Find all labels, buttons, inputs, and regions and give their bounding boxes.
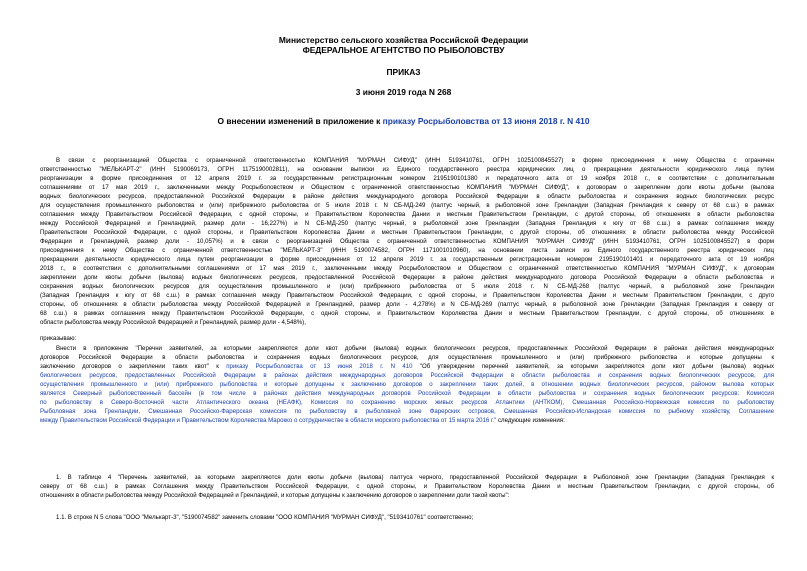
amendment-text: Внести в приложение "Перечни заявителей, за которыми закрепляются доли квот добычи (вылова) водных биологических ресурсов, предоставленных Российской Федерации в районах действия международных — [56, 345, 774, 352]
preamble-line: (Западная Гренландия к югу от 68 с.ш.) в рамках соглашения между Правительством Российской Федерации, с одной стороны, и Правительством Королевства Дании и местным Правительством Гренландии, с друго — [40, 292, 774, 299]
preamble-line: ответственностью "МЕЛЬКАРТ-2" (ИНН 5190069173, ОГРН 1175190002811), на основании выписки из Единого государственного реестра юридических лиц о прекращении деятельности юридического лица путем — [40, 166, 774, 173]
item-1-line: отношениях в области рыболовства между Российской Федерацией и Гренландией, и которые допущены к заключению договоров о закреплении доли такой квоты": — [40, 492, 510, 499]
preamble-line: прекращении деятельности юридического лица путем реорганизации в форме присоединения от 12 апреля 2019 г. за государственным регистрационным номером 2195190101401 и передаточного акта от 19 ноября — [40, 256, 774, 263]
preamble-line: реорганизации в форме присоединения от 12 апреля 2019 г. за государственным регистрационным номером 2195190101380 и передаточного акта от 19 ноября 2018 г., в соответствии с дополнительным — [40, 175, 774, 182]
amendment-line — [40, 380, 774, 389]
amendment-text: следующие изменения: — [496, 417, 565, 424]
amendment-line — [56, 344, 774, 353]
preamble-line: соглашениями от 17 мая 2019 г., заключенными между Росрыболовством и Обществом с ограниченной ответственностью КОМПАНИЯ "МУРМАН СИФУД", к договорам о закреплении доли квоты добычи (вылова — [40, 184, 774, 191]
amendment-text: договоров Российской Федерации в области рыболовства и сохранения водных биологических ресурсов, для осуществления промышленного и (или) прибрежного рыболовства и которые допущены к — [40, 354, 774, 361]
amendment-line — [40, 407, 774, 416]
preamble-line: 2018 г., в соответствии с дополнительными соглашениями от 17 мая 2019 г., заключенными между Росрыболовством и Обществом с ограниченной ответственностью КОМПАНИЯ "МУРМАН СИФУД", к договорам — [40, 265, 774, 272]
preamble-line: закреплении доли квоты добычи (вылова) водных биологических ресурсов, предоставленной Российской Федерации в районе действия международного договора Российской Федерации в области рыболовства и — [40, 274, 774, 281]
amendment-line — [40, 371, 774, 380]
amendment-line — [40, 389, 774, 398]
preamble-line: соглашения между Правительством Российской Федерации, с одной стороны, и Правительством Королевства Дании и местным Правительством Гренландии, с другой стороны, об отношениях в области рыболовства — [40, 211, 774, 218]
preamble-line: Правительством Российской Федерации, с одной стороны, и Правительством Королевства Дании и местным Правительством Гренландии, с другой стороны, об отношениях в области рыболовства между Российской — [40, 229, 774, 236]
preamble-line: Федерации и Гренландией, размер доли - 10,057%) и в связи с реорганизацией Общества с ограниченной ответственностью КОМПАНИЯ "МУРМАН СИФУД" (ИНН 5193410761, ОГРН 1025100845527) в форм — [40, 238, 774, 245]
document-title — [0, 116, 807, 126]
preamble-line: присоединения к нему Общества с ограниченной ответственностью "МЕЛЬКАРТ-3" (ИНН 5190074582, ОГРН 1171001010960), на основании листа записи из Единого государственного реестра юридических лиц — [40, 247, 774, 254]
title-order-link[interactable]: приказу Росрыболовства от 13 июня 2018 г. N 410 — [382, 116, 590, 126]
preamble-line: стороны, об отношениях в области рыболовства между Российской Федерацией и Гренландией, размер доли - 4,278%) и N СБ-МД-269 (палтус черный, в рыболовной зоне Гренландии (Западная Гренландия к северу от — [40, 301, 774, 308]
amendment-line — [40, 353, 774, 362]
preamble-line: между Российской Федерацией и Гренландией, размер доли - 16,227%) и N СБ-МД-250 (палтус черный, в рыболовной зоне Гренландии (Западная Гренландия к югу от 68 с.ш.) в рамках соглашения между — [40, 220, 774, 227]
item-1-line: северу от 68 с.ш.) в рамках Соглашения между Правительством Российской Федерации, с одной стороны, и Правительством Королевства Дании и местным Правительством Гренландии, с другой стороны, об — [40, 483, 774, 490]
order-link-text[interactable]: является Северный рыболовственный бассейн (в том числе в районах действия международных договоров Российской Федерации в области рыболовства и сохранения водных биологических ресурсов: Комиссия — [40, 390, 774, 397]
agency-name: ФЕДЕРАЛЬНОЕ АГЕНТСТВО ПО РЫБОЛОВСТВУ — [302, 45, 505, 55]
order-link-text[interactable]: Рыболовная зона Гренландии, Смешанная Российско-Фарерская комиссия по рыболовству в рыболовной зоне Фарерских островов, Смешанная Российско-Исландская комиссия по рыбному хозяйству, Соглашение — [40, 408, 774, 415]
order-link-text[interactable]: по рыболовству в Северо-Восточной части Атлантического океана (НЕАФК), Комиссия по сохранению морских живых ресурсов Атлантики (АНТКОМ), Смешанная Российско-Норвежская комиссия по рыболовству — [40, 399, 774, 406]
ministry-name: Министерство сельского хозяйства Российской Федерации — [278, 35, 529, 45]
order-link-text[interactable]: осуществления промышленного и (или) прибрежного рыболовства и которые допущены к заключению договоров о закреплении таких долей, в отношении водных биологических ресурсов, районом вылова которых — [40, 381, 774, 388]
item-1-1: 1.1. В строке N 5 слова "ООО "Мелькарт-3", "5190074582" заменить словами "ООО КОМПАНИЯ "МУРМАН СИФУД", "5193410761" соответственно; — [56, 514, 474, 521]
order-link-text[interactable]: приказу Росрыболовства от 13 июня 2018 г. N 410 — [226, 363, 413, 370]
document-title-text: О внесении изменений в приложение к — [217, 116, 383, 126]
amendment-text: заключению договоров о закреплении таких квот" к — [40, 363, 227, 370]
item-1-line: 1. В таблице 4 "Перечень заявителей, за которыми закрепляются доли квоты добычи (вылова) палтуса черного, предоставленной Российской Федерации в Рыболовной зоне Гренландии (Западная Гренландия к — [56, 474, 774, 481]
amendment-line — [40, 416, 774, 425]
preamble-line: 68 с.ш.) в рамках соглашения между Правительством Российской Федерации, с одной стороны, и Правительством Королевства Дании и местным Правительством Гренландии, с другой стороны, об отношениях в — [40, 310, 774, 317]
preamble-line: области рыболовства между Российской Федерацией и Гренландией, размер доли - 4,548%), — [40, 319, 306, 326]
document-type: ПРИКАЗ — [386, 67, 421, 77]
preamble-line: водных биологических ресурсов, предоставленной Российской Федерации в районе действия международного договора Российской Федерации в области рыболовства и сохранения водных биологических ресурс — [40, 193, 774, 200]
order-word: приказываю: — [40, 335, 77, 342]
order-link-text[interactable]: биологических ресурсов, предоставленных Российской Федерации в районах действия международных договоров Российской Федерации в области рыболовства и сохранения водных биологических ресурсов, для — [40, 372, 774, 379]
amendment-text: "Об утверждении перечней заявителей, за которыми закрепляются доли квот добычи (вылова) водных — [412, 363, 774, 370]
document-date-number: 3 июня 2019 года N 268 — [355, 87, 452, 97]
preamble-line: В связи с реорганизацией Общества с ограниченной ответственностью КОМПАНИЯ "МУРМАН СИФУД" (ИНН 5193410761, ОГРН 1025100845527) в форме присоединения к нему Общества с ограничен — [56, 157, 774, 164]
preamble-line: сохранения водных биологических ресурсов для осуществления промышленного и (или) прибрежного рыболовства от 5 июля 2018 г. N СБ-МД-268 (палтус черный, в рыболовной зоне Гренландии — [40, 283, 774, 290]
preamble-line: для осуществления промышленного рыболовства и (или) прибрежного рыболовства от 5 июля 2018 г. N СБ-МД-249 (палтус черный, в рыболовной зоне Гренландии (Западная Гренландия к северу от 68 с.ш.) в рамках — [40, 202, 774, 209]
amendment-line — [40, 362, 774, 371]
order-link-text[interactable]: между Правительством Российской Федерации и Правительством Королевства Марокко о сотрудничестве в области морского рыболовства от 15 марта 2016 г." — [40, 417, 497, 424]
amendment-line — [40, 398, 774, 407]
